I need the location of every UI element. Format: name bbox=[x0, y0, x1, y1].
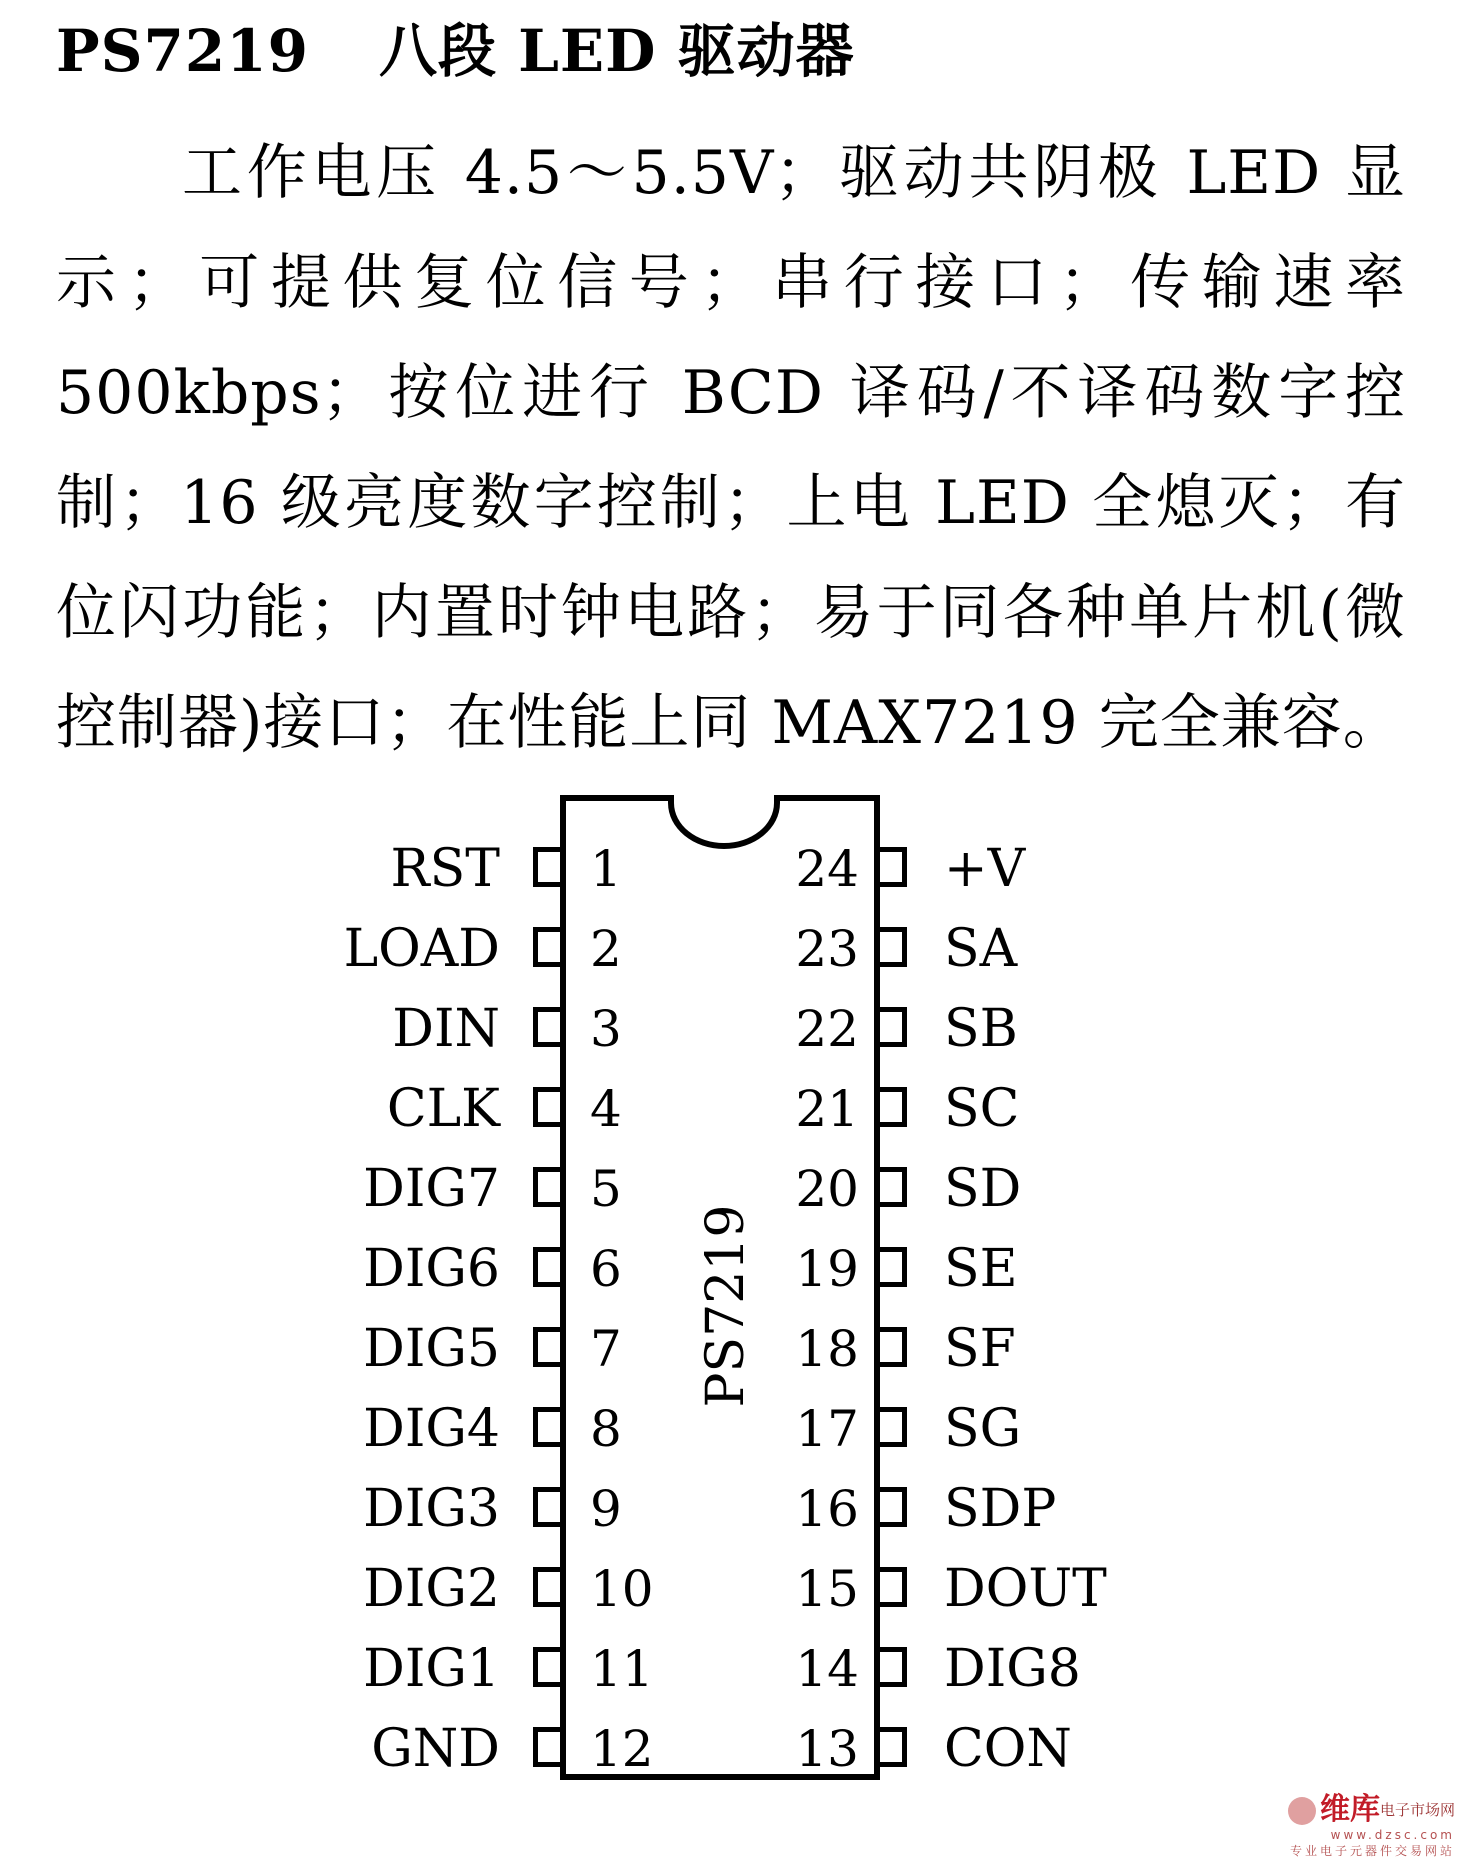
pin-row bbox=[0, 1475, 622, 1545]
pin-lead bbox=[533, 1007, 560, 1047]
pin-lead bbox=[533, 1487, 560, 1527]
pin-label: CON bbox=[944, 1719, 1072, 1779]
pin-number: 15 bbox=[795, 1560, 859, 1618]
pin-row bbox=[795, 835, 1463, 905]
pin-number: 11 bbox=[590, 1640, 654, 1698]
pin-number: 23 bbox=[795, 920, 859, 978]
pin-number: 19 bbox=[795, 1240, 859, 1298]
pin-number: 13 bbox=[795, 1720, 859, 1778]
pin-row bbox=[795, 1475, 1463, 1545]
pin-lead bbox=[533, 1407, 560, 1447]
pin-number: 18 bbox=[795, 1320, 859, 1378]
pin-number: 8 bbox=[590, 1400, 622, 1458]
pin-label: SE bbox=[944, 1239, 1018, 1299]
pin-number: 16 bbox=[795, 1480, 859, 1538]
pin-row bbox=[0, 1155, 622, 1225]
pin-row bbox=[795, 1635, 1463, 1705]
pin-row bbox=[0, 1635, 654, 1705]
watermark-logo-icon bbox=[1288, 1797, 1316, 1825]
pin-lead bbox=[880, 1087, 907, 1127]
pin-label: DIG1 bbox=[363, 1639, 500, 1699]
pin-label: LOAD bbox=[343, 919, 500, 979]
pin-row bbox=[0, 1715, 654, 1785]
pin-row bbox=[0, 915, 622, 985]
pin-lead bbox=[880, 1727, 907, 1767]
pin-row bbox=[795, 1715, 1463, 1785]
pin-lead bbox=[880, 1007, 907, 1047]
pin-number: 24 bbox=[795, 840, 859, 898]
pin-row bbox=[0, 1395, 622, 1465]
pin-label: DIG4 bbox=[363, 1399, 500, 1459]
pin-lead bbox=[533, 1647, 560, 1687]
pin-row bbox=[0, 1075, 622, 1145]
pin-number: 1 bbox=[590, 840, 622, 898]
pin-row bbox=[795, 1235, 1463, 1305]
pin-label: DIG5 bbox=[363, 1319, 500, 1379]
watermark-sub: 电子市场网 bbox=[1379, 1801, 1455, 1819]
pin-label: SDP bbox=[944, 1479, 1057, 1539]
pin-number: 17 bbox=[795, 1400, 859, 1458]
pin-number: 20 bbox=[795, 1160, 859, 1218]
pin-row bbox=[0, 1315, 622, 1385]
pin-row bbox=[795, 1155, 1463, 1225]
pin-row bbox=[795, 1395, 1463, 1465]
pin-number: 3 bbox=[590, 1000, 622, 1058]
pin-lead bbox=[880, 1247, 907, 1287]
pin-number: 22 bbox=[795, 1000, 859, 1058]
pin-number: 7 bbox=[590, 1320, 622, 1378]
pin-label: RST bbox=[390, 839, 500, 899]
pin-row bbox=[0, 1235, 622, 1305]
chip-notch bbox=[668, 795, 780, 849]
watermark-url: www.dzsc.com bbox=[1330, 1828, 1455, 1842]
pin-row bbox=[795, 1315, 1463, 1385]
pin-number: 10 bbox=[590, 1560, 654, 1618]
pin-number: 12 bbox=[590, 1720, 654, 1778]
pin-lead bbox=[533, 1567, 560, 1607]
pin-number: 2 bbox=[590, 920, 622, 978]
pin-lead bbox=[533, 927, 560, 967]
pin-lead bbox=[533, 1327, 560, 1367]
pin-label: DIG7 bbox=[363, 1159, 500, 1219]
pin-label: SB bbox=[944, 999, 1018, 1059]
pin-number: 9 bbox=[590, 1480, 622, 1538]
pin-label: SF bbox=[944, 1319, 1016, 1379]
pin-label: DIG2 bbox=[363, 1559, 500, 1619]
pin-row bbox=[0, 1555, 654, 1625]
pin-lead bbox=[880, 927, 907, 967]
pin-label: DIG3 bbox=[363, 1479, 500, 1539]
pin-number: 21 bbox=[795, 1080, 859, 1138]
pin-label: SC bbox=[944, 1079, 1020, 1139]
watermark-tagline: 专业电子元器件交易网站 bbox=[1289, 1844, 1455, 1858]
pin-label: DOUT bbox=[944, 1559, 1107, 1619]
title-device-name: 八段 LED 驱动器 bbox=[378, 17, 855, 85]
pin-label: SD bbox=[944, 1159, 1022, 1219]
pin-label: +V bbox=[944, 839, 1026, 899]
pin-row bbox=[795, 1075, 1463, 1145]
pin-label: DIG8 bbox=[944, 1639, 1081, 1699]
pin-lead bbox=[880, 1647, 907, 1687]
pin-label: CLK bbox=[386, 1079, 500, 1139]
pin-lead bbox=[880, 1487, 907, 1527]
pin-lead bbox=[880, 1567, 907, 1607]
pin-number: 5 bbox=[590, 1160, 622, 1218]
pin-label: SG bbox=[944, 1399, 1022, 1459]
watermark-brand: 维库 bbox=[1319, 1792, 1380, 1827]
pin-row bbox=[795, 915, 1463, 985]
pin-row bbox=[795, 995, 1463, 1065]
pin-number: 4 bbox=[590, 1080, 622, 1138]
pin-lead bbox=[533, 1167, 560, 1207]
pin-row bbox=[0, 835, 622, 905]
pin-label: DIG6 bbox=[363, 1239, 500, 1299]
pin-number: 14 bbox=[795, 1640, 859, 1698]
pin-number: 6 bbox=[590, 1240, 622, 1298]
pin-lead bbox=[533, 1727, 560, 1767]
pin-lead bbox=[880, 1327, 907, 1367]
description-paragraph: 工作电压 4.5～5.5V；驱动共阴极 LED 显示；可提供复位信号；串行接口；传输速率 500kbps；按位进行 BCD 译码/不译码数字控制；16 级亮度数字控制；上电 LED 全熄灭；有位闪功能；内置时钟电路；易于同各种单片机(微控制器)接口；在性能上同 MAX7219 完全兼容。 bbox=[56, 138, 1406, 758]
pin-label: SA bbox=[944, 919, 1018, 979]
page-title bbox=[56, 4, 855, 88]
pin-lead bbox=[533, 1247, 560, 1287]
chip-name-label: PS7219 bbox=[696, 1204, 756, 1408]
pin-row bbox=[795, 1555, 1463, 1625]
title-part-number: PS7219 bbox=[56, 17, 309, 85]
pin-label: DIN bbox=[392, 999, 500, 1059]
watermark bbox=[1288, 1793, 1455, 1859]
pin-lead bbox=[880, 847, 907, 887]
pin-label: GND bbox=[371, 1719, 500, 1779]
pin-lead bbox=[533, 847, 560, 887]
pin-row bbox=[0, 995, 622, 1065]
pin-lead bbox=[880, 1407, 907, 1447]
pin-lead bbox=[533, 1087, 560, 1127]
pin-lead bbox=[880, 1167, 907, 1207]
